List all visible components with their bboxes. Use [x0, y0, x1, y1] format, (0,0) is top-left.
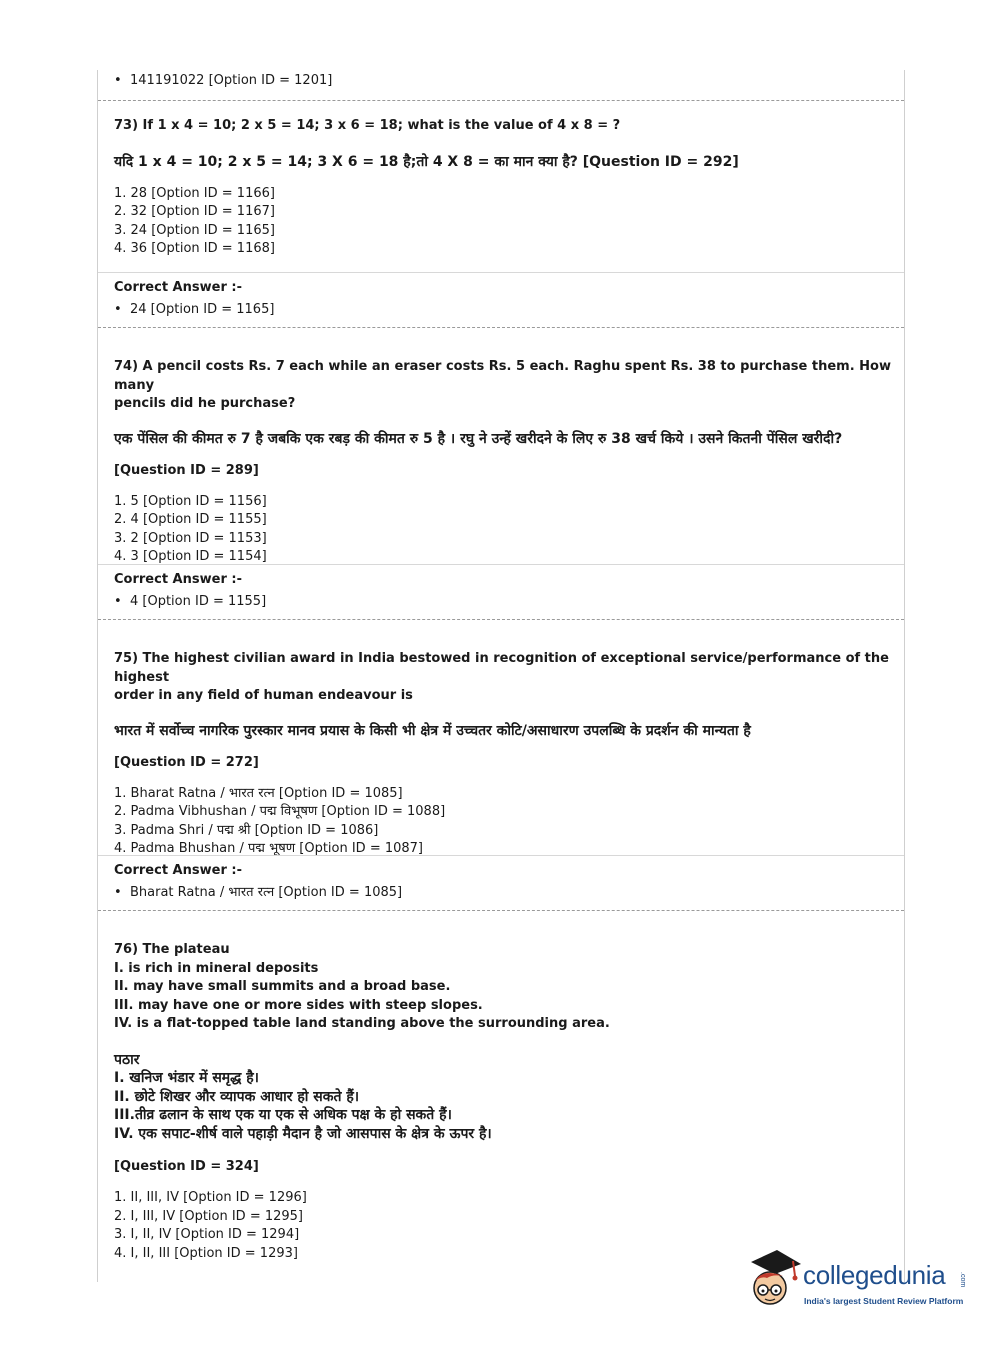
- option-item: 3. 2 [Option ID = 1153]: [114, 530, 267, 546]
- graduate-mascot-icon: [743, 1248, 803, 1310]
- question-line: II. may have small summits and a broad base.: [114, 979, 451, 994]
- question-text-en: [114, 941, 904, 1034]
- correct-answer-73: [98, 279, 904, 319]
- options-list: [114, 493, 904, 567]
- question-id: [Question ID = 324]: [114, 1159, 259, 1174]
- option-item: 1. 28 [Option ID = 1166]: [114, 185, 275, 201]
- divider: [98, 910, 904, 911]
- document-frame: [97, 70, 905, 1282]
- question-line: III.तीव्र ढलान के साथ एक या एक से अधिक पक्ष के हो सकते हैं।: [114, 1107, 452, 1123]
- question-id: [Question ID = 289]: [114, 462, 259, 478]
- option-item: 4. 3 [Option ID = 1154]: [114, 549, 267, 564]
- logo-tagline: India's largest Student Review Platform: [804, 1296, 964, 1306]
- question-73: [98, 117, 904, 259]
- logo-com-suffix: .com: [959, 1272, 966, 1288]
- question-line: I. खनिज भंडार में समृद्ध है।: [114, 1070, 259, 1086]
- question-75: [98, 650, 904, 859]
- question-76: [98, 941, 904, 1263]
- question-text-en-line1: 75) The highest civilian award in India bestowed in recognition of exceptional service/performance of the highest: [114, 651, 889, 685]
- logo-wordmark: collegedunia: [803, 1260, 946, 1290]
- divider: [98, 564, 904, 565]
- question-line: IV. एक सपाट-शीर्ष वाले पहाड़ी मैदान है जो आसपास के क्षेत्र के ऊपर है।: [114, 1125, 492, 1142]
- option-item: 2. I, III, IV [Option ID = 1295]: [114, 1208, 304, 1224]
- divider: [98, 100, 904, 101]
- question-line: 76) The plateau: [114, 942, 230, 957]
- option-item: 3. I, II, IV [Option ID = 1294]: [114, 1227, 300, 1242]
- question-text-hi: यदि 1 x 4 = 10; 2 x 5 = 14; 3 X 6 = 18 है;तो 4 X 8 = का मान क्या है? [Question ID = 292]: [114, 153, 739, 170]
- correct-answer-74: [98, 571, 904, 611]
- correct-answer-label: Correct Answer :-: [114, 280, 242, 295]
- option-item: 2. Padma Vibhushan / पद्म विभूषण [Option ID = 1088]: [114, 804, 446, 819]
- correct-answer-item: • 4 [Option ID = 1155]: [114, 593, 904, 611]
- option-item: 1. Bharat Ratna / भारत रत्न [Option ID = 1085]: [114, 785, 403, 801]
- option-item: 3. 24 [Option ID = 1165]: [114, 222, 275, 238]
- question-line: पठार: [114, 1051, 140, 1068]
- collegedunia-logo: [743, 1248, 973, 1318]
- question-text-en-line1: 74) A pencil costs Rs. 7 each while an eraser costs Rs. 5 each. Raghu spent Rs. 38 to purchase them. How many: [114, 359, 891, 393]
- option-item: 4. 36 [Option ID = 1168]: [114, 241, 275, 256]
- option-item: 4. I, II, III [Option ID = 1293]: [114, 1245, 298, 1261]
- question-text-hi: [114, 1051, 904, 1144]
- question-text-hi: भारत में सर्वोच्च नागरिक पुरस्कार मानव प्रयास के किसी भी क्षेत्र में उच्चतर कोटि/असाधारण उपलब्धि के प्रदर्शन की मान्यता है: [114, 722, 751, 739]
- question-line: IV. is a flat-topped table land standing above the surrounding area.: [114, 1016, 610, 1031]
- option-item: 1. 5 [Option ID = 1156]: [114, 493, 267, 509]
- question-line: I. is rich in mineral deposits: [114, 960, 319, 976]
- correct-answer-75: [98, 862, 904, 902]
- divider: [98, 619, 904, 620]
- divider: [98, 272, 904, 273]
- options-list: [114, 185, 904, 259]
- divider: [98, 327, 904, 328]
- option-item: 2. 4 [Option ID = 1155]: [114, 512, 267, 527]
- previous-correct-answer: [98, 72, 904, 90]
- divider: [98, 855, 904, 856]
- correct-answer-label: Correct Answer :-: [114, 863, 242, 878]
- question-text-hi: एक पेंसिल की कीमत रु 7 है जबकि एक रबड़ की कीमत रु 5 है । रघु ने उन्हें खरीदने के लिए रु 38 खर्च किये । उसने कितनी पेंसिल खरीदी?: [114, 430, 843, 447]
- question-text-en: 73) If 1 x 4 = 10; 2 x 5 = 14; 3 x 6 = 18; what is the value of 4 x 8 = ?: [114, 118, 621, 133]
- correct-answer-label: Correct Answer :-: [114, 572, 242, 587]
- question-text-en-line2: order in any field of human endeavour is: [114, 688, 413, 703]
- previous-answer-item: • 141191022 [Option ID = 1201]: [114, 72, 904, 90]
- question-line: II. छोटे शिखर और व्यापक आधार हो सकते हैं।: [114, 1088, 360, 1105]
- question-line: III. may have one or more sides with steep slopes.: [114, 997, 483, 1013]
- option-item: 3. Padma Shri / पद्म श्री [Option ID = 1086]: [114, 822, 379, 838]
- correct-answer-item: • 24 [Option ID = 1165]: [114, 301, 904, 319]
- question-id: [Question ID = 272]: [114, 754, 259, 770]
- question-text-en-line2: pencils did he purchase?: [114, 396, 296, 411]
- option-item: 4. Padma Bhushan / पद्म भूषण [Option ID = 1087]: [114, 841, 424, 856]
- question-74: [98, 358, 904, 567]
- options-list: [114, 785, 904, 859]
- option-item: 1. II, III, IV [Option ID = 1296]: [114, 1190, 307, 1205]
- option-item: 2. 32 [Option ID = 1167]: [114, 204, 275, 219]
- correct-answer-item: • Bharat Ratna / भारत रत्न [Option ID = 1085]: [114, 884, 904, 902]
